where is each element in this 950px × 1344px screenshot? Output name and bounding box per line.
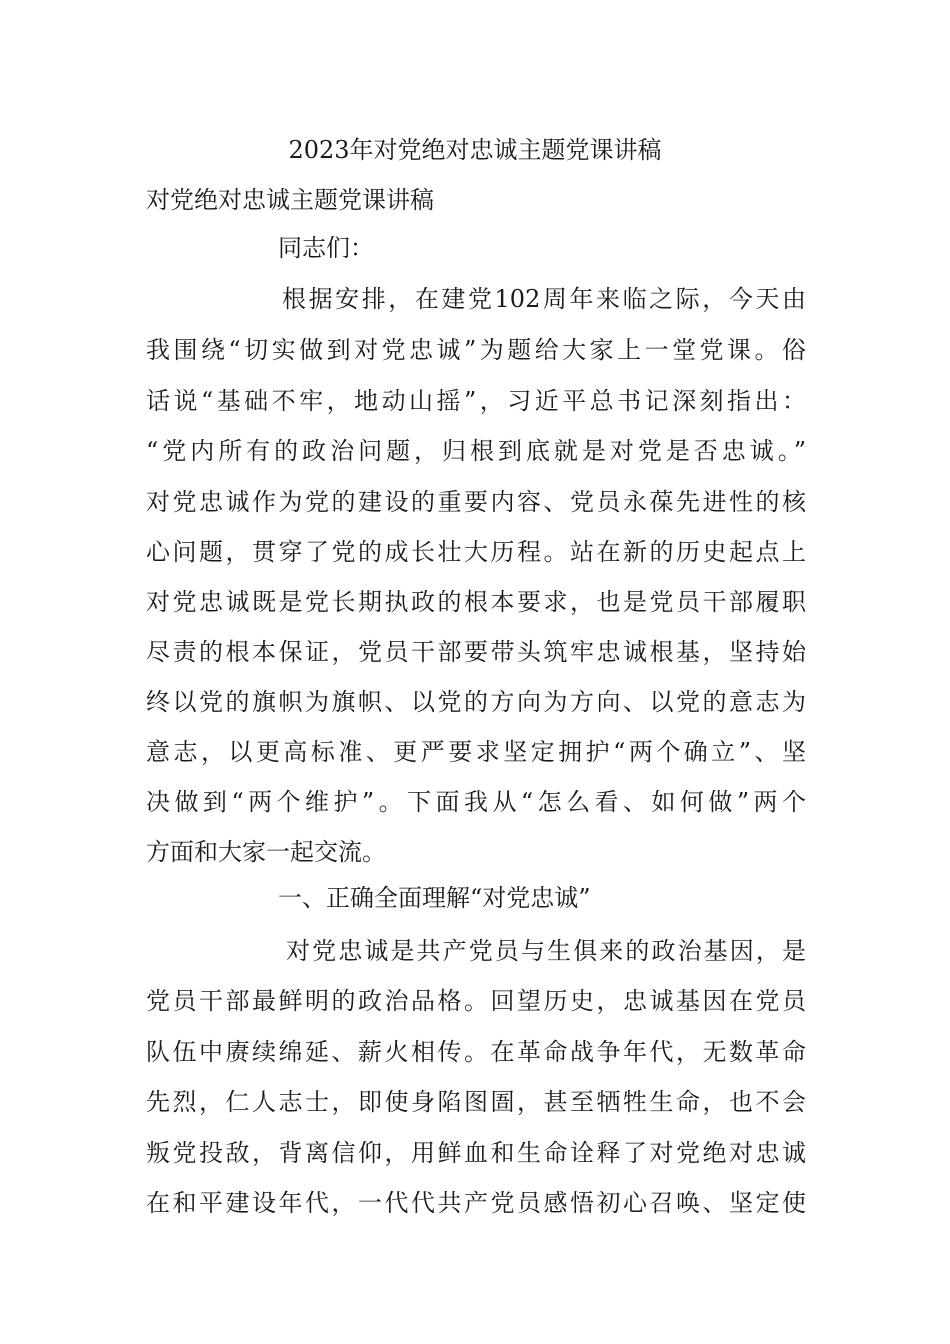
paragraph-2-line: 党员干部最鲜明的政治品格。回望历史，忠诚基因在党员 xyxy=(146,987,806,1015)
paragraph-2-line: 队伍中赓续绵延、薪火相传。在革命战争年代，无数革命 xyxy=(146,1038,806,1066)
paragraph-2-line: 叛党投敌，背离信仰，用鲜血和生命诠释了对党绝对忠诚 xyxy=(146,1139,806,1167)
document-subtitle: 对党绝对忠诚主题党课讲稿 xyxy=(146,186,434,214)
paragraph-1-line: 我围绕“切实做到对党忠诚”为题给大家上一堂党课。俗 xyxy=(146,336,806,364)
paragraph-2-line: 先烈，仁人志士，即使身陷图圄，甚至牺牲生命，也不会 xyxy=(146,1088,806,1116)
paragraph-1-line: 意志，以更高标准、更严要求坚定拥护“两个确立”、坚 xyxy=(146,738,806,766)
paragraph-1-line: 方面和大家一起交流。 xyxy=(146,838,386,866)
paragraph-1-line: 对党忠诚既是党长期执政的根本要求，也是党员干部履职 xyxy=(146,588,806,616)
paragraph-2-line: 在和平建设年代，一代代共产党员感悟初心召唤、坚定使 xyxy=(146,1189,806,1217)
paragraph-1-line: 决做到“两个维护”。下面我从“怎么看、如何做”两个 xyxy=(146,788,806,816)
paragraph-1-line: 对党忠诚作为党的建设的重要内容、党员永葆先进性的核 xyxy=(146,488,806,516)
document-title: 2023年对党绝对忠诚主题党课讲稿 xyxy=(288,136,662,164)
paragraph-1-line: 话说“基础不牢，地动山摇”，习近平总书记深刻指出： xyxy=(146,387,806,415)
salutation: 同志们： xyxy=(278,234,374,262)
paragraph-1-line: 根据安排，在建党102周年来临之际，今天由 xyxy=(282,285,806,313)
paragraph-1-line: 心问题，贯穿了党的成长壮大历程。站在新的历史起点上 xyxy=(146,538,806,566)
section-heading: 一、正确全面理解“对党忠诚” xyxy=(278,884,591,912)
paragraph-1-line: 尽责的根本保证，党员干部要带头筑牢忠诚根基，坚持始 xyxy=(146,638,806,666)
paragraph-1-line: 终以党的旗帜为旗帜、以党的方向为方向、以党的意志为 xyxy=(146,688,806,716)
paragraph-1-line: “党内所有的政治问题，归根到底就是对党是否忠诚。” xyxy=(146,437,806,465)
paragraph-2-line: 对党忠诚是共产党员与生俱来的政治基因，是 xyxy=(286,937,806,965)
